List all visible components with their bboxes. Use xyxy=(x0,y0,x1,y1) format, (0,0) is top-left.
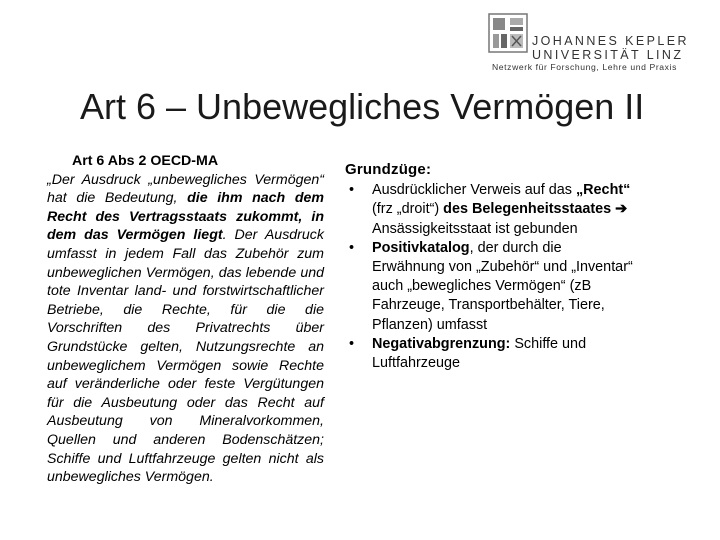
bullet-icon: • xyxy=(349,182,355,199)
principles-section xyxy=(345,160,635,373)
principles-heading: Grundzüge: xyxy=(345,161,432,178)
logo-line-2: UNIVERSITÄT LINZ xyxy=(532,48,684,62)
item-emphasis: „Recht“ xyxy=(575,182,631,199)
list-item xyxy=(345,335,635,373)
item-text: Schiffe und Luftfahrzeuge xyxy=(372,335,587,372)
item-text: Ausdrücklicher Verweis auf das xyxy=(372,182,576,199)
list-item xyxy=(345,239,635,335)
item-emphasis: Negativabgrenzung: xyxy=(372,335,511,352)
principles-list xyxy=(345,181,635,373)
item-emphasis: des Belegenheitsstaates xyxy=(443,201,612,218)
jku-crest-icon xyxy=(488,13,528,53)
article-text-part-2: . Der Ausdruck umfasst in jedem Fall das Zubehör zum unbeweglichen Vermögen, das lebende und tote Inventar land- und forstwirtschaftlicher Betriebe, die Rechte, für die die Vorschriften des Privatrechts über Grundstücke gelten, Nutzungsrechte an unbeweglichem Vermögen sowie Rechte auf veränderliche oder feste Vergütungen für die Ausbeutung oder das Recht auf Ausbeutung von Mineralvorkommen, Quellen und anderen Bodenschätzen; Schiffe und Luftfahrzeuge gelten nicht als unbewegliches Vermögen. xyxy=(47,227,324,486)
item-text: (frz „droit“) xyxy=(372,201,444,218)
article-text-emphasis: die ihm nach dem Recht des Vertragsstaats zukommt, in dem das Vermögen liegt xyxy=(47,190,324,244)
logo-tagline: Netzwerk für Forschung, Lehre und Praxis xyxy=(492,62,677,72)
bullet-icon: • xyxy=(349,239,355,256)
university-logo xyxy=(488,10,710,72)
item-text: Ansässigkeitsstaat ist gebunden xyxy=(372,220,578,237)
list-item xyxy=(345,181,635,239)
arrow-icon: ➔ xyxy=(611,201,628,218)
oecd-article-text xyxy=(47,152,324,487)
article-heading: Art 6 Abs 2 OECD-MA xyxy=(72,153,219,169)
bullet-icon: • xyxy=(349,335,355,352)
item-emphasis: Positivkatalog xyxy=(372,239,470,256)
slide-title: Art 6 – Unbewegliches Vermögen II xyxy=(80,86,645,127)
article-text-part-1: „Der Ausdruck „unbewegliches Vermögen“ hat die Bedeutung, xyxy=(47,171,324,207)
logo-line-1: JOHANNES KEPLER xyxy=(532,34,689,48)
item-text: , der durch die Erwähnung von „Zubehör“ und „Inventar“ auch „bewegliches Vermögen“ (zB Fahrzeuge, Transportbehälter, Tiere, Pflanzen) umfasst xyxy=(372,239,633,333)
